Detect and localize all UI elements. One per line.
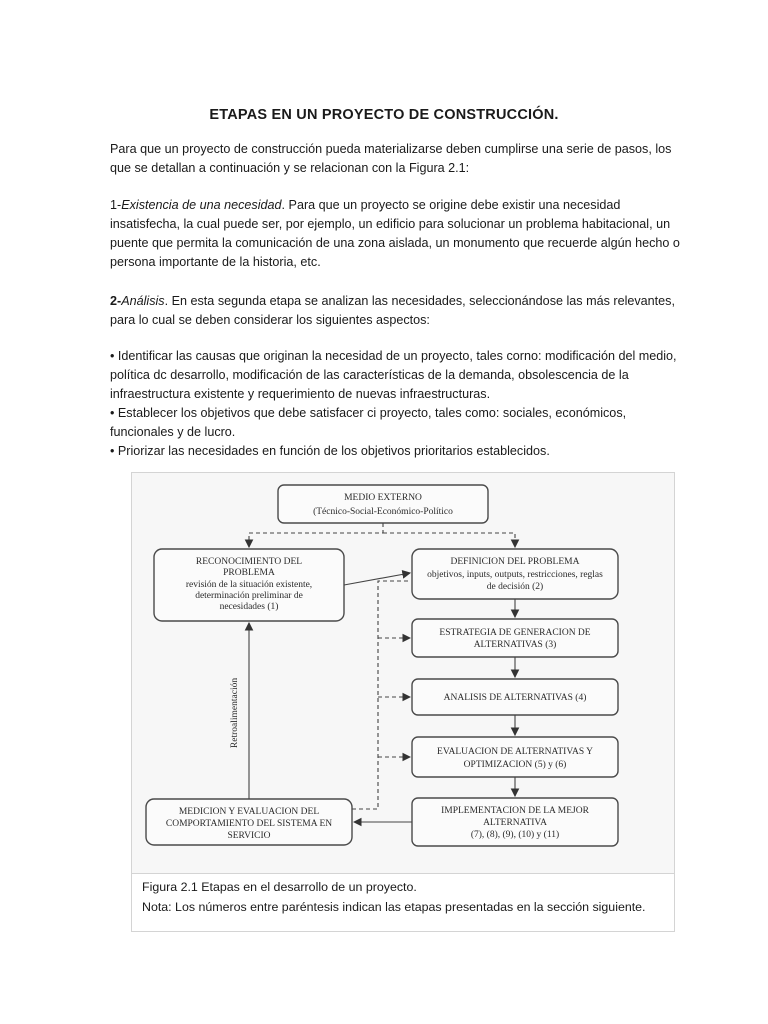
- def-line-3: de decisión (2): [486, 582, 544, 592]
- figure-2-1: [131, 472, 675, 932]
- recon-line-5: necesidades (1): [219, 602, 279, 612]
- caption-line-2: Nota: Los números entre paréntesis indican las etapas presentadas en la sección siguiente.: [142, 900, 646, 914]
- step-1-number: 1-: [110, 198, 122, 212]
- med-line-2: COMPORTAMIENTO DEL SISTEMA EN: [165, 819, 333, 829]
- recon-line-1: RECONOCIMIENTO DEL: [195, 557, 303, 567]
- recon-line-4: determinación preliminar de: [195, 591, 303, 601]
- caption-divider: [132, 873, 674, 874]
- recon-line-3: revisión de la situación existente,: [185, 580, 313, 590]
- caption-line-1: Figura 2.1 Etapas en el desarrollo de un proyecto.: [142, 880, 417, 894]
- figure-caption: [142, 877, 646, 917]
- bullet-item: • Establecer los objetivos que debe satisfacer ci proyecto, tales como: sociales, económicos, funcionales y de lucro.: [110, 406, 627, 439]
- eval-line-2: OPTIMIZACION (5) y (6): [463, 760, 567, 770]
- step-2-paragraph: [110, 292, 690, 330]
- impl-line-2: ALTERNATIVA: [483, 818, 547, 828]
- document-title: ETAPAS EN UN PROYECTO DE CONSTRUCCIÓN.: [209, 107, 559, 123]
- analysis-bullets: [110, 347, 690, 461]
- medio-line-2: (Técnico-Social-Económico-Político: [313, 507, 453, 517]
- intro-paragraph: Para que un proyecto de construcción pueda materializarse deben cumplirse una serie de pasos, los que se detallan a continuación y se relacionan con la Figura 2.1:: [110, 142, 672, 175]
- med-line-3: SERVICIO: [227, 831, 271, 841]
- def-line-2: objetivos, inputs, outputs, restricciones, reglas: [427, 570, 603, 580]
- flow-diagram: [132, 473, 674, 873]
- medio-line-1: MEDIO EXTERNO: [344, 493, 422, 503]
- step-2-text: . En esta segunda etapa se analizan las necesidades, seleccionándose las más relevantes, para lo cual se deben considerar los siguientes aspectos:: [110, 294, 675, 327]
- estr-line-1: ESTRATEGIA DE GENERACION DE: [439, 628, 591, 638]
- box-evaluacion: [412, 737, 618, 777]
- def-line-1: DEFINICION DEL PROBLEMA: [450, 557, 580, 567]
- step-1-paragraph: [110, 196, 690, 272]
- impl-line-3: (7), (8), (9), (10) y (11): [470, 830, 560, 840]
- box-medio-externo: [278, 485, 488, 523]
- bullet-item: • Identificar las causas que originan la necesidad de un proyecto, tales corno: modificación del medio, política dc desarrollo, modificación de las características de la demanda, obsolescencia de la infraestructura existente y requerimiento de nuevas infraestructuras.: [110, 349, 677, 401]
- impl-line-1: IMPLEMENTACION DE LA MEJOR: [441, 806, 589, 816]
- med-line-1: MEDICION Y EVALUACION DEL: [178, 807, 320, 817]
- box-estrategia: [412, 619, 618, 657]
- recon-line-2: PROBLEMA: [223, 568, 275, 578]
- estr-line-2: ALTERNATIVAS (3): [473, 640, 557, 650]
- step-2-term: Análisis: [121, 294, 165, 308]
- feedback-label: Retroalimentación: [230, 677, 240, 749]
- step-1-term: Existencia de una necesidad: [121, 198, 282, 212]
- bullet-item: • Priorizar las necesidades en función de los objetivos prioritarios establecidos.: [110, 444, 550, 458]
- anal-line-1: ANALISIS DE ALTERNATIVAS (4): [443, 693, 587, 703]
- step-1-text: . Para que un proyecto se origine debe existir una necesidad insatisfecha, la cual puede ser, por ejemplo, un edificio para solucionar un problema habitacional, un puente que permita la comunicación de una zona aislada, un monumento que recuerde algún hecho o persona importante de la historia, etc.: [110, 198, 680, 269]
- eval-line-1: EVALUACION DE ALTERNATIVAS Y: [437, 747, 593, 757]
- step-2-number: 2-: [110, 294, 122, 308]
